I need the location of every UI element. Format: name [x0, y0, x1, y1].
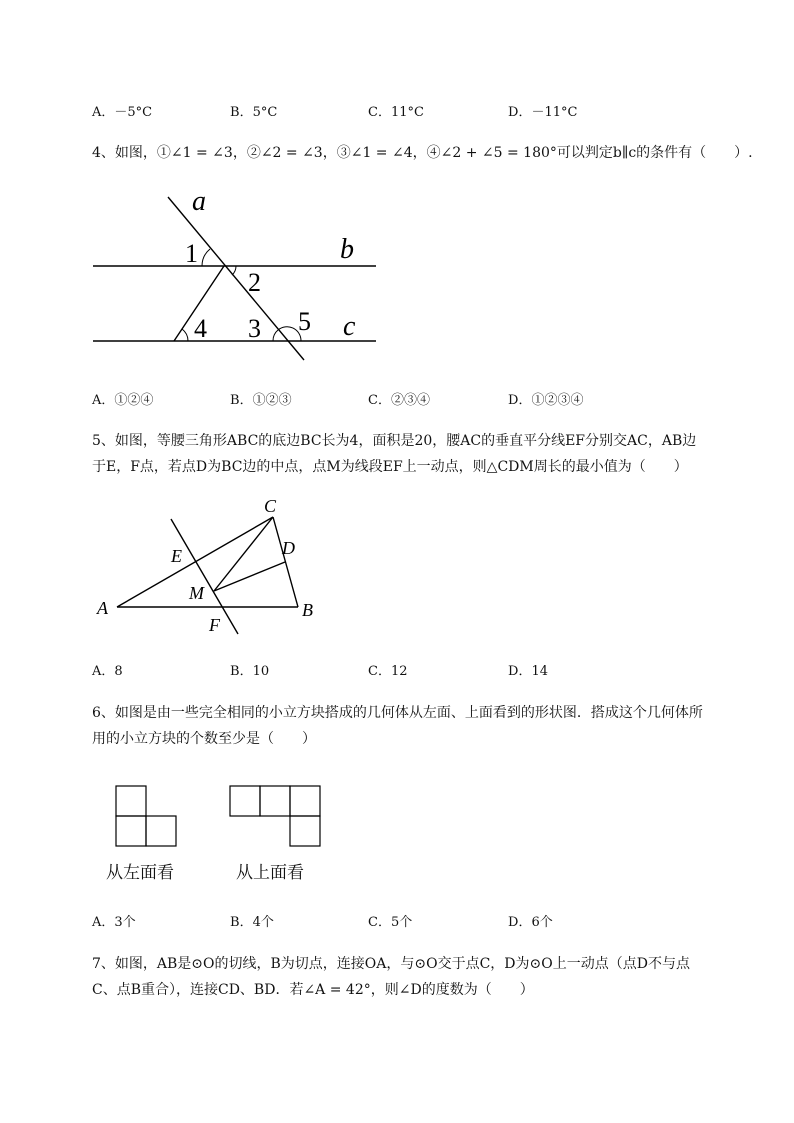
q6-option-a: A．3个 — [92, 915, 136, 930]
segment-cm — [214, 517, 273, 591]
label-point-f: F — [209, 615, 220, 635]
q3-option-b: B．5°C — [230, 105, 278, 120]
q5-option-c: C．12 — [368, 664, 408, 679]
q4-option-a: A．①②④ — [92, 393, 154, 408]
segment-cb — [273, 517, 298, 607]
angle-4-arc — [182, 329, 188, 341]
cube-square — [290, 816, 320, 846]
cube-square — [146, 816, 176, 846]
top-view-figure — [224, 780, 326, 850]
angle-1-arc — [202, 249, 210, 266]
left-view-caption: 从左面看 — [106, 863, 174, 883]
option-letter: B — [230, 915, 240, 930]
option-text: ①②④ — [114, 393, 154, 408]
label-point-a: A — [97, 598, 108, 618]
label-1: 1 — [185, 239, 198, 268]
option-text: 12 — [390, 664, 408, 679]
option-text: 5°C — [252, 105, 278, 120]
option-letter: C — [368, 393, 378, 408]
option-letter: D — [508, 393, 519, 408]
top-view-caption: 从上面看 — [236, 863, 304, 883]
option-text: ①②③④ — [531, 393, 584, 408]
option-letter: C — [368, 915, 378, 930]
option-letter: A — [92, 393, 102, 408]
option-text: 11°C — [390, 105, 424, 120]
label-2: 2 — [248, 268, 261, 297]
q6-option-d: D．6个 — [508, 915, 553, 930]
q6-option-b: B．4个 — [230, 915, 274, 930]
option-text: 3个 — [114, 915, 136, 930]
option-letter: D — [508, 915, 519, 930]
option-text: 8 — [114, 664, 123, 679]
option-text: 5个 — [390, 915, 413, 930]
label-point-e: E — [171, 546, 182, 566]
segment-ef — [171, 519, 238, 634]
line-a — [168, 197, 304, 360]
q4-option-b: B．①②③ — [230, 393, 292, 408]
q7-stem-line-2: C、点B重合），连接CD、BD．若∠A = 42°，则∠D的度数为（ ） — [92, 982, 534, 998]
angle-3-arc — [273, 330, 278, 341]
option-text: 4个 — [252, 915, 274, 930]
q4-figure — [90, 185, 390, 370]
option-letter: B — [230, 105, 240, 120]
option-letter: D — [508, 105, 519, 120]
cube-square — [290, 786, 320, 816]
cube-square — [116, 786, 146, 816]
option-text: －5°C — [114, 105, 153, 120]
option-text: －11°C — [531, 105, 578, 120]
label-point-m: M — [189, 583, 204, 603]
q6-option-c: C．5个 — [368, 915, 413, 930]
q7-stem-line-1: 7、如图，AB是⊙O的切线，B为切点，连接OA，与⊙O交于点C，D为⊙O上一动点（点D不与点 — [92, 956, 690, 972]
label-c: c — [343, 311, 356, 342]
label-a: a — [192, 186, 206, 217]
cube-square — [260, 786, 290, 816]
option-letter: C — [368, 664, 378, 679]
label-b: b — [340, 234, 354, 265]
option-letter: B — [230, 393, 240, 408]
q5-option-a: A．8 — [92, 664, 123, 679]
cube-square — [116, 816, 146, 846]
option-text: 10 — [252, 664, 270, 679]
option-letter: A — [92, 915, 102, 930]
q4-stem: 4、如图，①∠1 = ∠3，②∠2 = ∠3，③∠1 = ∠4，④∠2 + ∠5 = 180°可以判定b∥c的条件有（ ）. — [92, 145, 753, 161]
q4-option-d: D．①②③④ — [508, 393, 584, 408]
label-point-c: C — [264, 496, 277, 516]
q4-option-c: C．②③④ — [368, 393, 430, 408]
option-letter: D — [508, 664, 519, 679]
label-point-b: B — [302, 600, 313, 620]
label-4: 4 — [194, 314, 207, 343]
q5-stem-line-1: 5、如图，等腰三角形ABC的底边BC长为4，面积是20，腰AC的垂直平分线EF分别交AC，AB边 — [92, 433, 697, 449]
q5-option-d: D．14 — [508, 664, 548, 679]
q3-option-c: C．11°C — [368, 105, 424, 120]
q5-figure — [90, 495, 330, 645]
cube-square — [230, 786, 260, 816]
left-view-figure — [110, 780, 182, 850]
option-letter: A — [92, 664, 102, 679]
segment-md — [214, 562, 285, 591]
label-3: 3 — [248, 314, 261, 343]
option-text: 6个 — [531, 915, 553, 930]
q3-option-d: D．－11°C — [508, 105, 578, 120]
label-point-d: D — [282, 538, 295, 558]
q5-stem-line-2: 于E，F点，若点D为BC边的中点，点M为线段EF上一动点，则△CDM周长的最小值为（ ） — [92, 459, 688, 475]
q6-stem-line-2: 用的小立方块的个数至少是（ ） — [92, 731, 316, 747]
q5-option-b: B．10 — [230, 664, 270, 679]
option-letter: A — [92, 105, 102, 120]
option-letter: C — [368, 105, 378, 120]
option-letter: B — [230, 664, 240, 679]
q3-option-a: A．－5°C — [92, 105, 153, 120]
q6-stem-line-1: 6、如图是由一些完全相同的小立方块搭成的几何体从左面、上面看到的形状图．搭成这个几何体所 — [92, 705, 703, 721]
option-text: ②③④ — [390, 393, 430, 408]
label-5: 5 — [298, 307, 311, 336]
option-text: ①②③ — [252, 393, 292, 408]
option-text: 14 — [531, 664, 548, 679]
